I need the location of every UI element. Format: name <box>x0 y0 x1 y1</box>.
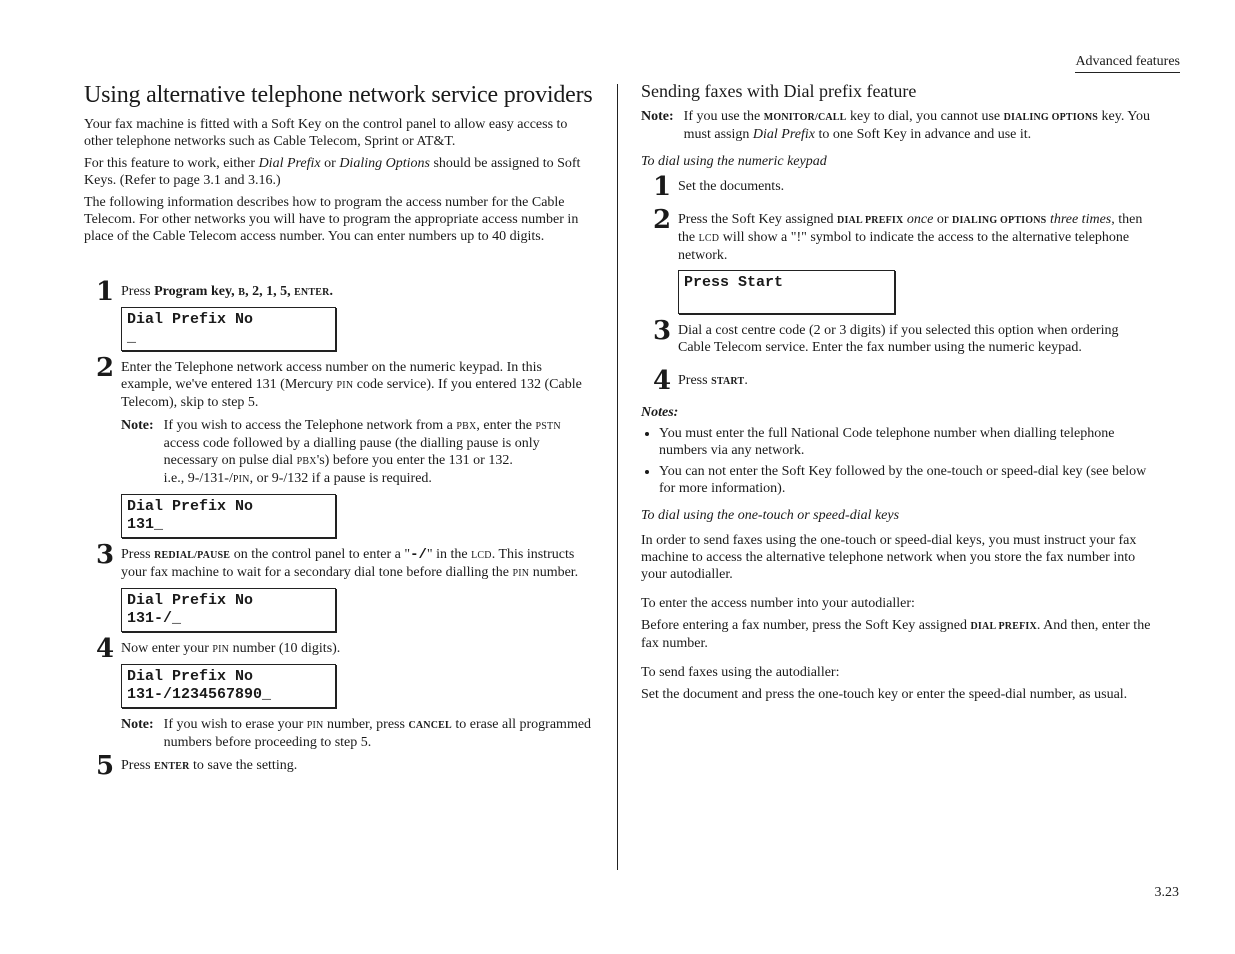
section-header: Advanced features <box>1075 53 1180 73</box>
step-text <box>121 546 594 582</box>
text: to erase all programmed numbers before proceeding to step 5. <box>163 717 592 750</box>
dial-prefix-key-label: DIAL PREFIX <box>837 215 904 226</box>
text: will show a "!" symbol to indicate the access to the alternative telephone network. <box>678 230 1130 263</box>
text: , enter the <box>476 418 536 433</box>
key-sequence: , 2, 1, 5, <box>245 284 295 299</box>
page-number: 3.23 <box>1154 885 1179 900</box>
text: on the control panel to enter a " <box>230 547 411 562</box>
text: . <box>744 373 748 388</box>
step-text <box>121 757 594 775</box>
dial-step-4 <box>641 366 1151 396</box>
start-key-label: START <box>711 376 745 387</box>
section-title: Sending faxes with Dial prefix feature <box>641 81 917 101</box>
text: , then the <box>678 212 1143 245</box>
right-column <box>641 80 1151 708</box>
step-text <box>121 283 594 301</box>
enter-key-label: ENTER <box>294 287 330 298</box>
text: once <box>903 212 934 227</box>
note-label: Note: <box>121 418 154 433</box>
text: to save the setting. <box>189 758 298 773</box>
text: key to dial, you cannot use <box>846 109 1004 124</box>
step-text <box>121 640 594 658</box>
subheading-numeric-keypad: To dial using the numeric keypad <box>641 154 827 169</box>
text: Press <box>121 284 155 299</box>
autodialler-send-text: Set the document and press the one-touch key or enter the speed-dial number, as usual. <box>641 687 1128 702</box>
text: If you wish to access the Telephone network from a <box>163 418 457 433</box>
notes-heading: Notes: <box>641 405 679 420</box>
monitor-call-key-label: MONITOR/CALL <box>763 112 847 123</box>
step-number: 1 <box>96 277 115 307</box>
step-1 <box>84 277 594 351</box>
text: Enter the Telephone network access number on the numeric keypad. In this example, we've entered 131 (Mercury <box>121 360 542 392</box>
lcd-display: Dial Prefix No 131-/1234567890_ <box>121 664 336 708</box>
text: For this feature to work, either <box>84 156 259 171</box>
dial-note <box>641 108 1151 143</box>
left-column <box>84 80 594 781</box>
step-text <box>678 211 1151 264</box>
text: number (10 digits). <box>229 641 341 656</box>
text: Press <box>121 758 155 773</box>
text: Now enter your <box>121 641 213 656</box>
note-label: Note: <box>641 109 674 124</box>
list-item: • You must enter the full National Code telephone number when dialling telephone numbers via any network. <box>659 425 1151 459</box>
dial-step-1 <box>641 172 1151 202</box>
dial-prefix-term: Dial Prefix <box>258 156 321 171</box>
step-2-note <box>121 417 594 488</box>
step-number: 3 <box>653 316 672 346</box>
pin-term: PIN <box>512 568 530 579</box>
dial-prefix-key-label: DIAL PREFIX <box>970 621 1037 632</box>
text: " in the <box>426 547 472 562</box>
pin-term: PIN <box>232 474 250 485</box>
text: , or 9-/132 if a pause is required. <box>249 471 432 486</box>
dial-step-2 <box>641 205 1151 314</box>
dial-step-3 <box>641 316 1151 356</box>
cancel-key-label: CANCEL <box>408 720 452 731</box>
pin-term: PIN <box>306 720 324 731</box>
notes-list <box>641 425 1151 497</box>
text: . And then, enter the fax number. <box>641 618 1151 651</box>
dialing-options-key-label: DIALING OPTIONS <box>952 215 1047 226</box>
step-number: 1 <box>653 172 672 202</box>
pbx-term: PBX <box>456 421 477 432</box>
text: Press the Soft Key assigned <box>678 212 838 227</box>
page-title: Using alternative telephone network service providers <box>84 82 593 108</box>
key-b-label: B <box>238 287 246 298</box>
text: number. <box>529 565 579 580</box>
lcd-display: Dial Prefix No 131_ <box>121 494 336 538</box>
note-body <box>164 417 594 488</box>
lcd-display: Dial Prefix No 131-/_ <box>121 588 336 632</box>
pstn-term: PSTN <box>535 421 561 432</box>
text: or <box>320 156 340 171</box>
intro-paragraph-2: The following information describes how to program the access number for the Cable Telecom. For other networks you will have to program the appropriate access number in place of the Cable Telecom access number. You can enter numbers up to 40 digits. <box>84 195 579 244</box>
program-key-label: Program key, <box>154 284 239 299</box>
step-number: 2 <box>96 353 115 383</box>
autodialler-store-heading: To enter the access number into your autodialler: <box>641 596 915 611</box>
enter-key-label: ENTER <box>154 761 190 772</box>
step-3 <box>84 540 594 632</box>
step-4-note <box>121 716 594 751</box>
pin-term: PIN <box>336 380 354 391</box>
step-2 <box>84 353 594 538</box>
step-text <box>678 372 1151 390</box>
lcd-display: Press Start <box>678 270 895 314</box>
text: Press <box>678 373 712 388</box>
note-body <box>684 108 1151 143</box>
step-text <box>121 359 594 411</box>
step-text: Set the documents. <box>678 179 785 194</box>
step-text: Dial a cost centre code (2 or 3 digits) if you selected this option when ordering Cable Telecom service. Enter the fax number using the numeric keypad. <box>678 323 1119 355</box>
text: i.e., 9-/131-/ <box>163 471 233 486</box>
note-label: Note: <box>121 717 154 732</box>
text: . This instructs your fax machine to wait for a secondary dial tone before dialling the <box>121 547 575 580</box>
note-body <box>164 716 594 751</box>
pause-symbol: -/ <box>410 547 427 563</box>
text: code service). If you entered 132 (Cable Telecom), skip to step 5. <box>121 377 582 410</box>
text: . <box>329 284 334 299</box>
intro-paragraph-1: Your fax machine is fitted with a Soft Key on the control panel to allow easy access to other telephone networks such as Cable Telecom, Sprint or AT&T. <box>84 117 568 149</box>
dial-prefix-term: Dial Prefix <box>752 127 815 142</box>
autodialler-paragraph: In order to send faxes using the one-touch or speed-dial keys, you must instruct your fax machine to access the alternative telephone network when you store the fax number into your autodialler. <box>641 533 1137 582</box>
text: 's) before you enter the 131 or 132. <box>316 453 513 468</box>
text: should be assigned to Soft Keys. (Refer to page 3.1 and 3.16.) <box>84 156 581 188</box>
autodialler-store-text <box>641 617 1151 652</box>
step-5 <box>84 751 594 781</box>
step-number: 4 <box>653 366 672 396</box>
column-divider <box>617 84 618 870</box>
step-number: 5 <box>96 751 115 781</box>
text: three times <box>1046 212 1112 227</box>
text: If you use the <box>683 109 764 124</box>
lcd-term: LCD <box>698 233 720 244</box>
text: Press <box>121 547 155 562</box>
text: to one Soft Key in advance and use it. <box>814 127 1032 142</box>
pbx-term: PBX <box>296 456 317 467</box>
text: key. You must assign <box>683 109 1151 142</box>
subheading-one-touch: To dial using the one-touch or speed-dial keys <box>641 508 900 523</box>
text: access code followed by a dialling pause (the dialling pause is only necessary on pulse dial <box>163 436 540 468</box>
autodialler-send-heading: To send faxes using the autodialler: <box>641 665 840 680</box>
text: If you wish to erase your <box>163 717 307 732</box>
feature-paragraph <box>84 155 594 189</box>
redial-pause-key-label: REDIAL/PAUSE <box>154 550 231 561</box>
text: Before entering a fax number, press the Soft Key assigned <box>641 618 971 633</box>
text: or <box>933 212 953 227</box>
step-number: 4 <box>96 634 115 664</box>
step-number: 2 <box>653 205 672 235</box>
step-4 <box>84 634 594 751</box>
lcd-term: LCD <box>471 550 492 561</box>
dialing-options-term: Dialing Options <box>339 156 430 171</box>
pin-term: PIN <box>212 644 230 655</box>
dialing-options-key-label: DIALING OPTIONS <box>1003 112 1099 123</box>
lcd-display: Dial Prefix No _ <box>121 307 336 351</box>
text: number, press <box>323 717 409 732</box>
step-number: 3 <box>96 540 115 570</box>
list-item: • You can not enter the Soft Key followed by the one-touch or speed-dial key (see below for more information). <box>659 463 1151 497</box>
